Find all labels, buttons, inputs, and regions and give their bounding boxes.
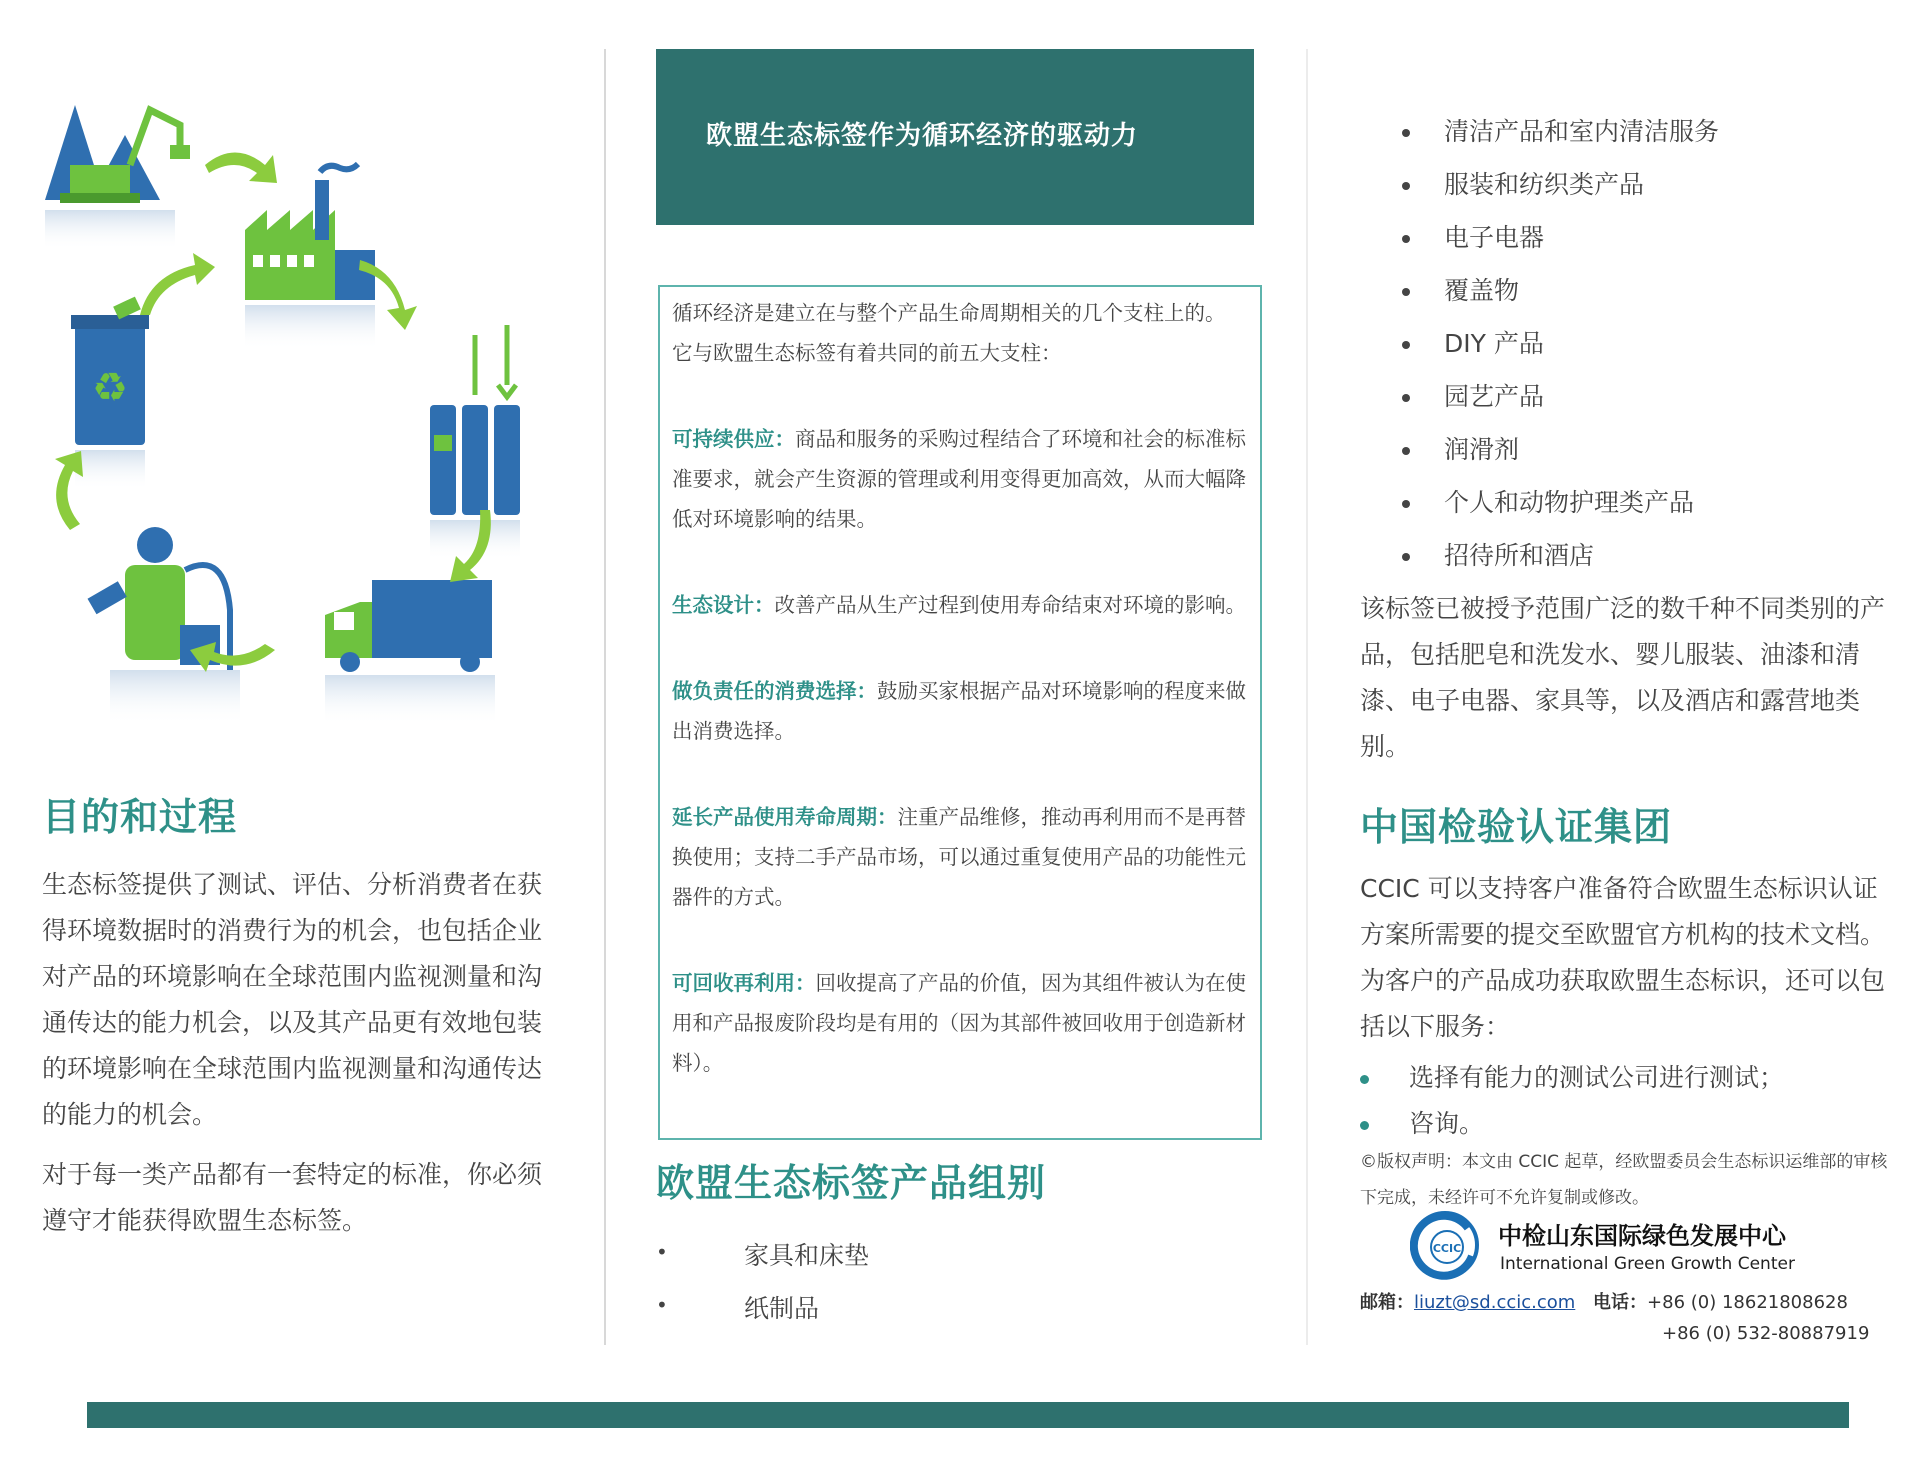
bullet-icon — [1402, 288, 1410, 296]
bottling-icon — [430, 325, 520, 560]
pillar-term: 延长产品使用寿命周期： — [672, 805, 898, 829]
column-divider-right — [1306, 49, 1308, 1345]
list-item — [1402, 112, 1719, 148]
bullet-icon — [1402, 500, 1410, 508]
list-item — [1402, 483, 1694, 519]
pillar-term: 可回收再利用： — [672, 971, 816, 995]
bullet-icon: • — [656, 1293, 668, 1317]
intro-text: 它与欧盟生态标签有着共同的前五大支柱： — [672, 341, 1062, 365]
product-groups-title: 欧盟生态标签产品组别 — [656, 1161, 1047, 1205]
circular-economy-illustration — [30, 90, 570, 780]
bullet-icon — [1402, 235, 1410, 243]
title-banner — [656, 49, 1254, 225]
pillar-text: 注重产品维修，推动再利用而不是再替换使用；支持二手产品市场，可以通过重复使用产品的功能性元器件的方式。 — [672, 805, 1246, 909]
pillar-item — [672, 419, 1248, 539]
list-item-text: 润滑剂 — [1444, 435, 1520, 464]
bullet-icon — [1402, 129, 1410, 137]
list-item — [1402, 165, 1644, 201]
service-text: 选择有能力的测试公司进行测试； — [1409, 1063, 1785, 1092]
bullet-icon — [1402, 394, 1410, 402]
list-item-text: DIY 产品 — [1444, 329, 1544, 358]
list-item-text: 电子电器 — [1444, 223, 1545, 252]
list-item-text: 服装和纺织类产品 — [1444, 170, 1645, 199]
ccic-title: 中国检验认证集团 — [1360, 805, 1673, 849]
list-item — [1402, 377, 1544, 413]
list-item-text: 招待所和酒店 — [1444, 541, 1595, 570]
recycle-bin-icon — [71, 297, 149, 490]
worker-icon — [88, 527, 240, 725]
ccic-logo-icon — [1410, 1210, 1480, 1280]
service-item — [1360, 1058, 1784, 1094]
truck-icon — [325, 580, 495, 725]
pillar-text: 鼓励买家根据产品对环境影响的程度来做出消费选择。 — [672, 679, 1246, 743]
list-item — [1402, 324, 1544, 360]
pillar-text: 回收提高了产品的价值，因为其组件被认为在使用和产品报废阶段均是有用的（因为其部件被回收用于创造新材料）。 — [672, 971, 1246, 1075]
bullet-icon — [1360, 1075, 1369, 1084]
standards-paragraph: 对于每一类产品都有一套特定的标准，你必须遵守才能获得欧盟生态标签。 — [42, 1160, 543, 1235]
pillar-text: 商品和服务的采购过程结合了环境和社会的标准标准要求，就会产生资源的管理或利用变得更加高效，从而大幅降低对环境影响的结果。 — [672, 427, 1246, 531]
contact-line — [1360, 1288, 1848, 1314]
list-item — [1402, 430, 1519, 466]
factory-icon — [245, 164, 375, 350]
footer-bar — [87, 1402, 1849, 1428]
phone-number: +86 (0) 532-80887919 — [1662, 1323, 1870, 1344]
purpose-paragraph: 生态标签提供了测试、评估、分析消费者在获得环境数据时的消费行为的机会，也包括企业对产品的环境影响在全球范围内监视测量和沟通传达的能力机会，以及其产品更有效地包装的环境影响在全球范围内监视测量和沟通传达的能力的机会。 — [42, 870, 543, 1129]
contact-line — [1662, 1323, 1869, 1344]
awarded-paragraph: 该标签已被授予范围广泛的数千种不同类别的产品，包括肥皂和洗发水、婴儿服装、油漆和清漆、电子电器、家具等，以及酒店和露营地类别。 — [1360, 594, 1886, 761]
org-name-en: International Green Growth Center — [1500, 1254, 1795, 1274]
org-name: 中检山东国际绿色发展中心 — [1498, 1222, 1786, 1250]
list-item-text: 覆盖物 — [1444, 276, 1520, 305]
bullet-icon: • — [656, 1240, 668, 1264]
bullet-icon — [1402, 553, 1410, 561]
mountains-excavator-icon — [45, 105, 190, 250]
pillar-term: 可持续供应： — [672, 427, 795, 451]
pillar-term: 生态设计： — [672, 593, 775, 617]
column-divider-left — [604, 49, 606, 1345]
list-item — [1402, 218, 1544, 254]
pillar-item — [672, 671, 1248, 751]
banner-title: 欧盟生态标签作为循环经济的驱动力 — [706, 121, 1139, 151]
service-text: 咨询。 — [1409, 1109, 1485, 1138]
email-label: 邮箱： — [1360, 1292, 1414, 1313]
intro-text: 循环经济是建立在与整个产品生命周期相关的几个支柱上的。 — [672, 301, 1226, 325]
pillar-item — [672, 585, 1248, 625]
pillars-box — [658, 285, 1262, 1140]
list-item — [1402, 271, 1519, 307]
phone-number: +86 (0) 18621808628 — [1647, 1292, 1848, 1313]
list-item — [1402, 536, 1594, 572]
pillar-item — [672, 963, 1248, 1083]
service-item — [1360, 1104, 1484, 1140]
bullet-icon — [1402, 341, 1410, 349]
logo-text: CCIC — [1432, 1242, 1462, 1255]
email-link[interactable]: liuzt@sd.ccic.com — [1414, 1292, 1576, 1313]
list-item-text: 个人和动物护理类产品 — [1444, 488, 1695, 517]
pillar-term: 做负责任的消费选择： — [672, 679, 877, 703]
pillar-text: 改善产品从生产过程到使用寿命结束对环境的影响。 — [774, 593, 1246, 617]
bullet-icon — [1360, 1121, 1369, 1130]
list-item-text: 纸制品 — [744, 1294, 820, 1323]
copyright-notice: ©版权声明：本文由 CCIC 起草，经欧盟委员会生态标识运维部的审核下完成，未经许可不允许复制或修改。 — [1360, 1152, 1888, 1208]
bullet-icon — [1402, 447, 1410, 455]
purpose-title: 目的和过程 — [42, 795, 238, 839]
ccic-paragraph: CCIC 可以支持客户准备符合欧盟生态标识认证方案所需要的提交至欧盟官方机构的技术文档。为客户的产品成功获取欧盟生态标识，还可以包括以下服务： — [1360, 874, 1886, 1041]
pillar-item — [672, 797, 1248, 917]
list-item-text: 园艺产品 — [1444, 382, 1545, 411]
list-item-text: 家具和床垫 — [744, 1241, 870, 1270]
phone-label: 电话： — [1593, 1292, 1648, 1313]
bullet-icon — [1402, 182, 1410, 190]
list-item-text: 清洁产品和室内清洁服务 — [1444, 117, 1720, 146]
svg-text:♻: ♻ — [92, 365, 128, 411]
